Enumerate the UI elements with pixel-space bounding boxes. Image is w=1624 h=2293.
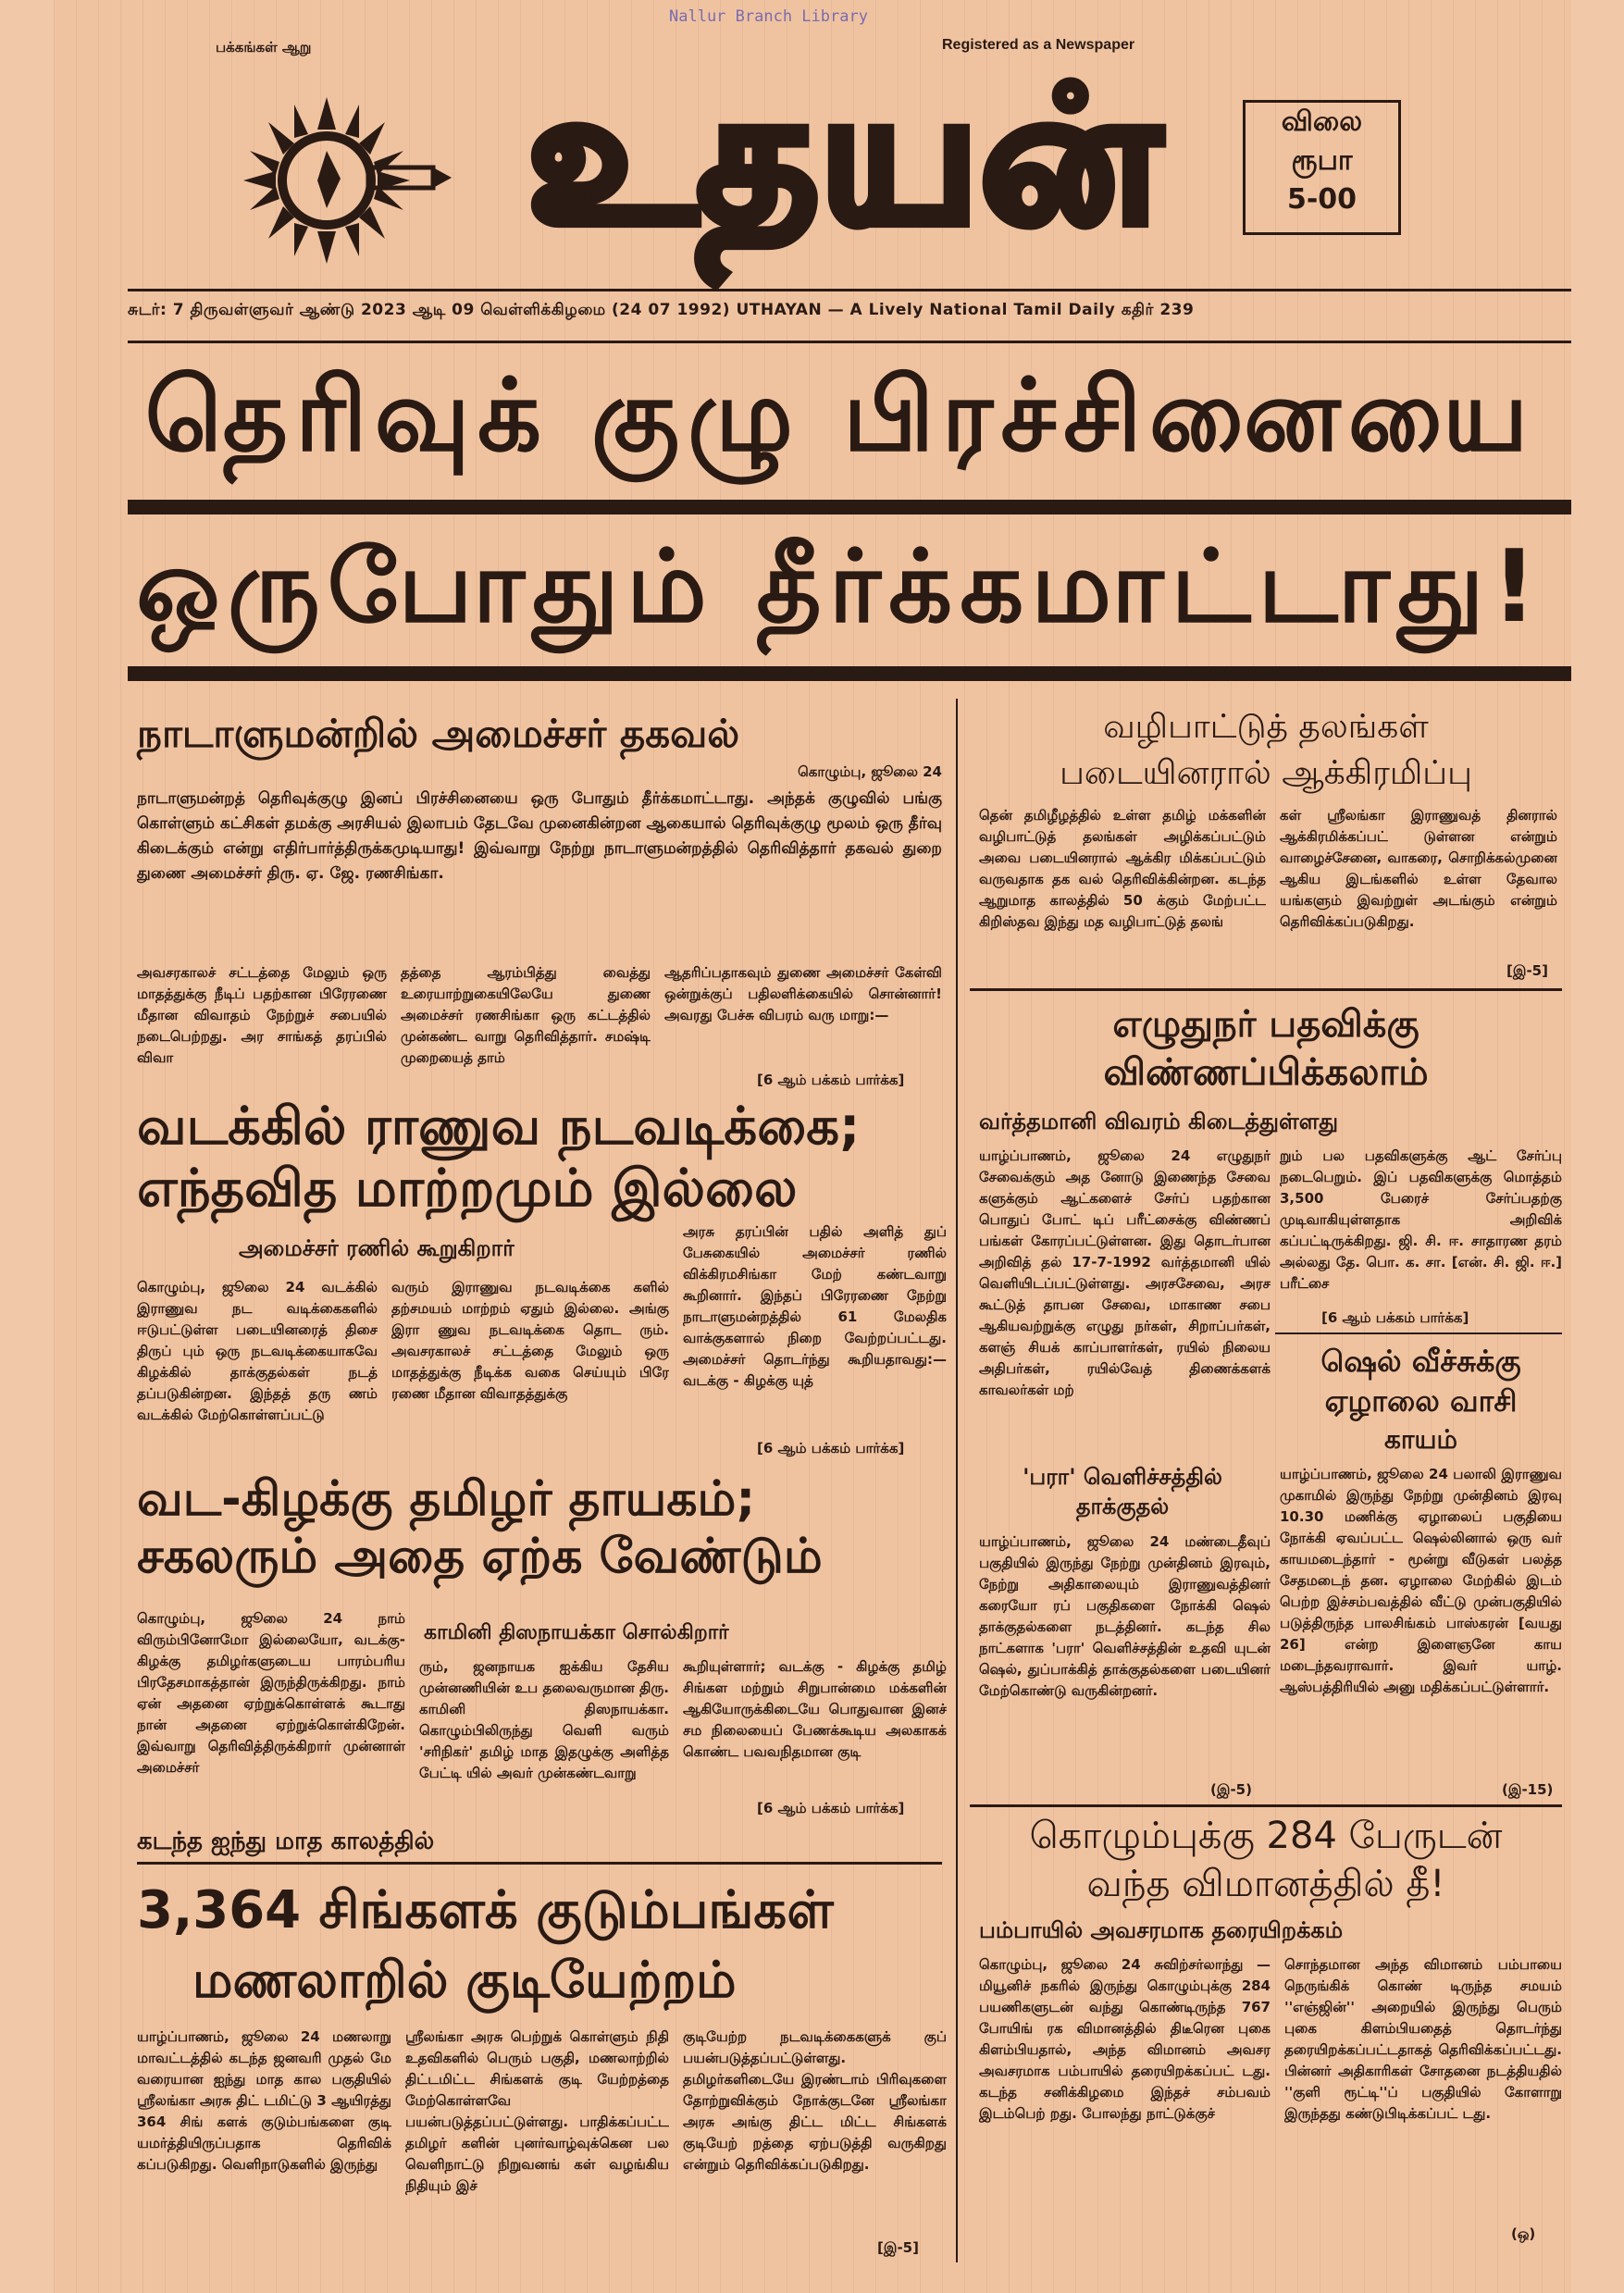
story9-col2: சொந்தமான அந்த விமானம் பம்பாயை நெருங்கிக் கொண் டிருந்த சமயம் ''எஞ்ஜின்'' அறையில் இருந்து பெரும் புகை கிளம்பியதைத் தொடர்ந்து தரையிறக்கப்பட்டதாகத் தெரிவிக்கப்பட்டது. பின்னர் அதிகாரிகள் சோதனை நடத்தியதில் ''குளி ரூட்டி''ப் பகுதியில் கோளாறு இருந்தது கண்டுபிடிக்கப்பட் டது. (1284, 1956, 1562, 2122)
story7-end: (இ-5) (1210, 1781, 1252, 1798)
story7-headline2: தாக்குதல் (1075, 1494, 1170, 1519)
story3-subhead: காமினி திஸநாயக்கா சொல்கிறார் (424, 1621, 729, 1644)
story8-headline2: ஏழாலை வாசி (1324, 1383, 1518, 1419)
story4-headline1: 3,364 சிங்களக் குடும்பங்கள் (137, 1880, 834, 1940)
story4-col2: ஸ்ரீலங்கா அரசு பெற்றுக் கொள்ளும் நிதி உதவிகளில் பெரும் பகுதி, மணலாற்றில் திட்டமிட்ட சிங்களக் குடி யேற்றத்தை மேற்கொள்ளவே பயன்படுத்தப்பட்டுள்ளது. பாதிக்கப்பட்ட தமிழர் களின் புனர்வாழ்வுக்கென பல வெளிநாட்டு நிறுவனங் கள் வழங்கிய நிதியும் இச் (405, 2028, 669, 2194)
story4-kicker: கடந்த ஐந்து மாத காலத்தில் (137, 1828, 435, 1855)
story2-col1: கொழும்பு, ஜூலை 24 வடக்கில் இராணுவ நட வடிக்கைகளில் ஈடுபட்டுள்ள படையினரைத் திசை திருப் பும் ஒரு நடவடிக்கையாகவே கிழக்கில் தாக்குதல்கள் நடத் தப்படுகின்றன. இந்தத் தரு ணம் வடக்கில் மேற்கொள்ளப்பட்டு (137, 1279, 378, 1423)
story2-continued: [6 ஆம் பக்கம் பார்க்க] (757, 1440, 905, 1456)
divider (128, 289, 1571, 291)
story6-col2: றும் பல பதவிகளுக்கு ஆட் சேர்ப்பு நடைபெறும். இப் பதவிகளுக்கு மொத்தம் 3,500 பேரைச் சேர்ப்பதற்கு முடிவாகியுள்ளதாக அறிவிக் கப்பட்டிருக்கிறது. ஜி. சி. ஈ. சாதாரண தரம் அல்லது தே. பொ. க. சா. [என். சி. ஜி. ஈ.] பரீட்சை (1280, 1147, 1562, 1292)
story3-continued: [6 ஆம் பக்கம் பார்க்க] (757, 1800, 905, 1816)
story9-col1: கொழும்பு, ஜூலை 24 சுவிற்சர்லாந்து — மியூனிச் நகரில் இருந்து கொழும்புக்கு 284 பயணிகளுடன் வந்து கொண்டிருந்த 767 போயிங் ரக விமானத்தில் திடீரென புகை கிளம்பியதால், அந்த விமானம் அவசர அவசரமாக பம்பாயில் தரையிறக்கப்பட் டது. கடந்த சனிக்கிழமை இந்தச் சம்பவம் இடம்பெற் றது. போலந்து நாட்டுக்குச் (979, 1956, 1271, 2122)
story3-headline1: வட-கிழக்கு தமிழர் தாயகம்; (137, 1471, 756, 1527)
divider (1275, 1332, 1562, 1334)
main-headline-line1: தெரிவுக் குழு பிரச்சினையை (144, 358, 1536, 474)
story8-body: யாழ்ப்பாணம், ஜூலை 24 பலாலி இராணுவ முகாமில் இருந்து நேற்று முன்தினம் இரவு 10.30 மணிக்கு ஏழாலைப் பகுதியை நோக்கி ஏவப்பட்ட ஷெல்லினால் ஒரு வர் காயமடைந்தார் - மூன்று வீடுகள் பலத்த சேதமடைந் தன. ஏழாலை மேற்கில் இடம் பெற்ற இச்சம்பவத்தில் வீட்டு முன்பகுதியில் படுத்திருந்த பாலசிங்கம் பாஸ்கரன் [வயது 26] என்ற இளைஞனே காய மடைந்தவராவார். இவர் யாழ். ஆஸ்பத்திரியில் அனு மதிக்கப்பட்டுள்ளார். (1280, 1466, 1562, 1695)
masthead-title: உதயன் (527, 49, 1162, 265)
story1-col2: தத்தை ஆரம்பித்து வைத்து உரையாற்றுகையிலேயே துணை அமைச்சர் ரணசிங்கா ஒரு கட்டத்தில் முன்கண்ட வாறு தெரிவித்தார். சமஷ்டி முறையைத் தாம் (401, 964, 651, 1066)
sun-logo-icon (220, 79, 461, 282)
story9-end: (ஒ) (1511, 2225, 1536, 2242)
main-headline-line2: ஒருபோதும் தீர்க்கமாட்டாது! (136, 529, 1544, 645)
newspaper-page (54, 0, 1571, 2293)
story8-headline3: காயம் (1383, 1424, 1458, 1455)
story4-end: [இ-5] (877, 2239, 919, 2256)
registration-note: Registered as a Newspaper (942, 37, 1135, 53)
price-box (1243, 100, 1401, 235)
story1-dateline: கொழும்பு, ஜூலை 24 (798, 763, 942, 780)
divider (970, 988, 1562, 991)
story3-col1: கொழும்பு, ஜூலை 24 நாம் விரும்பினோமோ இல்லையோ, வடக்கு-கிழக்கு தமிழர்களுடைய பாரம்பரிய பிரதேசமாகத்தான் இருந்திருக்கிறது. நாம் ஏன் அதனை ஏற்றுக்கொள்ளக் கூடாது நான் அதனை ஏற்றுக்கொள்கிறேன். இவ்வாறு தெரிவித்திருக்கிறார் முன்னாள் அமைச்சர் (137, 1610, 405, 1776)
price-label: விலை (1281, 105, 1363, 138)
story9-subhead: பம்பாயில் அவசரமாக தரையிறக்கம் (979, 1917, 1344, 1943)
story2-subhead: அமைச்சர் ரணில் கூறுகிறார் (239, 1235, 514, 1261)
story2-col3: அரசு தரப்பின் பதில் அளித் துப் பேசுகையில் அமைச்சர் ரணில் விக்கிரமசிங்கா மேற் கண்டவாறு கூறினார். இந்தப் பிரேரணை நேற்று நாடாளுமன்றத்தில் 61 மேலதிக வாக்குகளால் நிறை வேற்றப்பட்டது. அமைச்சர் தொடர்ந்து கூறியதாவது:— வடக்கு - கிழக்கு யுத் (683, 1223, 947, 1389)
story1-subhead: நாடாளுமன்றில் அமைச்சர் தகவல் (137, 711, 740, 756)
story6-continued: [6 ஆம் பக்கம் பார்க்க] (1321, 1309, 1469, 1326)
story3-col2: ரும், ஜனநாயக ஐக்கிய தேசிய முன்னணியின் உப தலைவருமான திரு. காமினி திஸநாயக்கா. கொழும்பிலிருந்து வெளி வரும் 'சரிநிகர்' தமிழ் மாத இதழுக்கு அளித்த பேட்டி யில் அவர் முன்கண்டவாறு (419, 1658, 669, 1781)
story2-headline2: எந்தவித மாற்றமும் இல்லை (137, 1159, 798, 1219)
divider (128, 341, 1571, 343)
price-value: 5-00 (1286, 183, 1357, 216)
story3-col3: கூறியுள்ளார்; வடக்கு - கிழக்கு தமிழ் சிங்கள மற்றும் சிறுபான்மை மக்களின் ஆகியோருக்கிடையே பொதுவான இனச் சம நிலையைப் பேணக்கூடிய அலகாகக் கொண்ட பவவநிதமான குடி (683, 1658, 947, 1760)
story6-subhead: வர்த்தமானி விவரம் கிடைத்துள்ளது (979, 1109, 1339, 1134)
price-currency: ரூபா (1291, 144, 1353, 177)
story2-headline1: வடக்கில் ராணுவ நடவடிக்கை; (137, 1097, 861, 1157)
story4-col1: யாழ்ப்பாணம், ஜூலை 24 மணலாறு மாவட்டத்தில் கடந்த ஜனவரி முதல் மே வரையான ஐந்து மாத கால பகுதியில் ஸ்ரீலங்கா அரசு திட் டமிட்டு 3 ஆயிரத்து 364 சிங் களக் குடும்பங்களை குடி யமர்த்தியிருப்பதாக தெரிவிக் கப்படுகிறது. வெளிநாடுகளில் இருந்து (137, 2028, 391, 2173)
headline-bar (128, 666, 1571, 681)
story5-headline2: படையினரால் ஆக்கிரமிப்பு (1060, 754, 1472, 792)
story8-headline1: ஷெல் வீச்சுக்கு (1320, 1344, 1521, 1379)
story7-body: யாழ்ப்பாணம், ஜூலை 24 மண்டைதீவுப் பகுதியில் இருந்து நேற்று முன்தினம் இரவும், நேற்று அதிகாலையும் இராணுவத்தினர் கரையோ ரப் பகுதிகளை நோக்கி ஷெல் தாக்குதல்களை நடத்தினர். கடந்த சில நாட்களாக 'பரா' வெளிச்சத்தின் உதவி யுடன் ஷெல், துப்பாக்கித் தாக்குதல்களை படையினர் மேற்கொண்டு வருகின்றனர். (979, 1533, 1271, 1699)
story1-continued: [6 ஆம் பக்கம் பார்க்க] (757, 1072, 905, 1088)
divider (137, 1862, 942, 1865)
story7-headline1: 'பரா' வெளிச்சத்தில் (1023, 1464, 1222, 1490)
library-stamp: Nallur Branch Library (669, 7, 868, 26)
story6-headline1: எழுதுநர் பதவிக்கு (1112, 1003, 1419, 1046)
story5-col1: தென் தமிழீழத்தில் உள்ள தமிழ் மக்களின் வழிபாட்டுத் தலங்கள் அழிக்கப்பட்டும் அவை படையினரால் ஆக்கிர மிக்கப்பட்டும் வருவதாக தக வல் தெரிவிக்கின்றன. கடந்த ஆறுமாத காலத்தில் 50 க்கும் மேற்பட்ட கிறிஸ்தவ இந்து மத வழிபாட்டுத் தலங் (979, 807, 1266, 930)
story5-col2: கள் ஸ்ரீலங்கா இராணுவத் தினரால் ஆக்கிரமிக்கப்பட் டுள்ளன என்றும் வாழைச்சேனை, வாகரை, சொறிக்கல்முனை ஆகிய இடங்களில் உள்ள தேவால யங்களும் இவற்றுள் அடங்கும் என்றும் தெரிவிக்கப்படுகிறது. (1280, 807, 1557, 930)
issue-dateline: சுடர்: 7 திருவள்ளுவர் ஆண்டு 2023 ஆடி 09 வெள்ளிக்கிழமை (24 07 1992) UTHAYAN — A Lively National Tamil Daily கதிர் 239 (128, 301, 1195, 319)
story2-col2: வரும் இராணுவ நடவடிக்கை களில் தற்சமயம் மாற்றம் ஏதும் இல்லை. அங்கு இரா ணுவ நடவடிக்கை தொட ரும். அவசரகாலச் சட்டத்தை மேலும் ஒரு மாதத்துக்கு நீடிக்க வகை செய்யும் பிரே ரணை மீதான விவாதத்துக்கு (391, 1279, 669, 1402)
story9-headline2: வந்த விமானத்தில் தீ! (1086, 1863, 1445, 1905)
story4-col3: குடியேற்ற நடவடிக்கைகளுக் குப் பயன்படுத்தப்பட்டுள்ளது. தமிழர்களிடையே இரண்டாம் பிரிவுகளை தோற்றுவிக்கும் நோக்குடனே ஸ்ரீலங்கா அரசு அங்கு திட்ட மிட்ட சிங்களக் குடியேற் றத்தை ஏற்படுத்தி வருகிறது என்றும் தெரிவிக்கப்படுகிறது. (683, 2028, 947, 2173)
story9-headline1: கொழும்புக்கு 284 பேருடன் (1029, 1815, 1503, 1857)
page-count-label: பக்கங்கள் ஆறு (216, 39, 312, 56)
column-divider (956, 699, 958, 2262)
story6-headline2: விண்ணப்பிக்கலாம் (1103, 1051, 1429, 1094)
story4-headline2: மணலாறில் குடியேற்றம் (192, 1951, 737, 2009)
story1-col3: ஆதரிப்பதாகவும் துணை அமைச்சர் கேள்வி ஒன்றுக்குப் பதிலளிக்கையில் சொன்னார்! அவரது பேச்சு விபரம் வரு மாறு:— (664, 964, 942, 1023)
story5-headline1: வழிபாட்டுத் தலங்கள் (1103, 708, 1429, 746)
divider (970, 1804, 1562, 1807)
story1-col1: அவசரகாலச் சட்டத்தை மேலும் ஒரு மாதத்துக்கு நீடிப் பதற்கான பிரேரணை மீதான விவாதம் நேற்றுச் சபையில் நடைபெற்றது. அர சாங்கத் தரப்பில் விவா (137, 964, 387, 1066)
story6-col1: யாழ்ப்பாணம், ஜூலை 24 எழுதுநர் சேவைக்கும் அத னோடு இணைந்த சேவை களுக்கும் ஆட்களைச் சேர்ப் பதற்கான பொதுப் போட் டிப் பரீட்சைக்கு விண்ணப் பங்கள் கோரப்பட்டுள்ளன. இது தொடர்பான அறிவித் தல் 17-7-1992 வர்த்தமானி யில் வெளியிடப்பட்டுள்ளது. அரசசேவை, அரச கூட்டுத் தாபன சேவை, மாகாண சபை ஆகியவற்றுக்கு எழுது நர்கள், சிறாப்பர்கள், களஞ் சியக் காப்பாளர்கள், ரயில் நிலைய அதிபர்கள், ரயில்வேத் திணைக்களக் காவலர்கள் மற் (979, 1147, 1271, 1398)
story1-lead: நாடாளுமன்றத் தெரிவுக்குழு இனப் பிரச்சினையை ஒரு போதும் தீர்க்கமாட்டாது. அந்தக் குழுவில் பங்கு கொள்ளும் கட்சிகள் தமக்கு அரசியல் இலாபம் தேடவே முனைகின்றன ஆகையால் தெரிவுக்குழு மூலம் ஒரு தீர்வு கிடைக்கும் என்று எதிர்பார்த்திருக்கமுடியாது! இவ்வாறு நேற்று நாடாளுமன்றத்தில் தெரிவித்தார் தகவல் துறை துணை அமைச்சர் திரு. ஏ. ஜே. ரணசிங்கா. (137, 789, 942, 883)
story5-end: [இ-5] (1506, 962, 1548, 979)
story3-headline2: சகலரும் அதை ஏற்க வேண்டும் (137, 1529, 823, 1584)
headline-bar (128, 500, 1571, 514)
story8-end: (இ-15) (1502, 1781, 1554, 1798)
